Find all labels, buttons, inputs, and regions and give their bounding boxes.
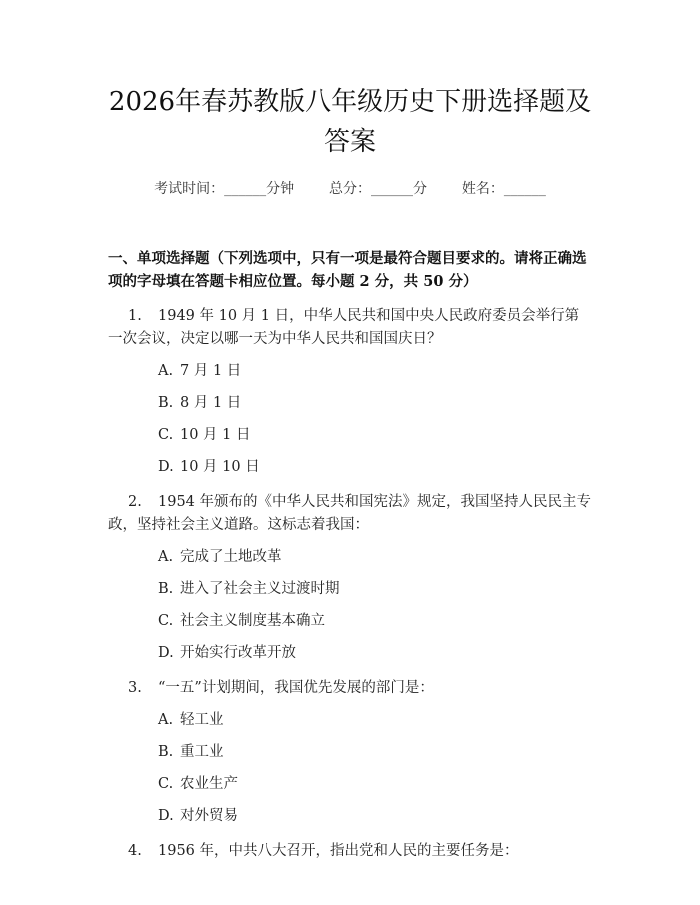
question-4 (108, 840, 592, 863)
option-text: 7 月 1 日 (180, 363, 242, 379)
option-letter: C. (158, 427, 174, 443)
option-d (108, 805, 592, 828)
option-c (108, 773, 592, 796)
question-stem (108, 491, 592, 537)
option-letter: A. (158, 712, 174, 728)
question-number: 4. (128, 843, 142, 859)
question-text: 1954 年颁布的《中华人民共和国宪法》规定，我国坚持人民民主专政，坚持社会主义道路。这标志着我国： (108, 494, 592, 533)
option-list (108, 360, 592, 479)
option-a (108, 709, 592, 732)
option-text: 10 月 10 日 (180, 459, 260, 475)
option-text: 进入了社会主义过渡时期 (180, 581, 340, 597)
option-letter: B. (158, 581, 174, 597)
option-text: 社会主义制度基本确立 (180, 613, 325, 629)
option-a (108, 360, 592, 383)
option-letter: C. (158, 613, 174, 629)
question-text: “一五”计划期间，我国优先发展的部门是： (158, 680, 434, 696)
question-3 (108, 677, 592, 828)
question-2 (108, 491, 592, 665)
option-letter: A. (158, 363, 174, 379)
option-text: 对外贸易 (180, 808, 238, 824)
option-a (108, 546, 592, 569)
option-text: 农业生产 (180, 776, 238, 792)
question-number: 1. (128, 308, 142, 324)
option-b (108, 392, 592, 415)
question-number: 2. (128, 494, 142, 510)
option-b (108, 741, 592, 764)
question-text: 1956 年，中共八大召开，指出党和人民的主要任务是： (158, 843, 519, 859)
option-b (108, 578, 592, 601)
option-letter: B. (158, 395, 174, 411)
section-heading: 一、单项选择题（下列选项中，只有一项是最符合题目要求的。请将正确选项的字母填在答题卡相应位置。每小题 2 分，共 50 分） (108, 250, 587, 290)
question-number: 3. (128, 680, 142, 696)
question-stem (108, 677, 592, 700)
option-letter: D. (158, 459, 174, 475)
option-d (108, 642, 592, 665)
option-d (108, 456, 592, 479)
question-stem (108, 840, 592, 863)
option-text: 10 月 1 日 (180, 427, 251, 443)
option-c (108, 424, 592, 447)
option-letter: B. (158, 744, 174, 760)
student-name-field: 姓名：______ (461, 181, 546, 197)
total-score-field: 总分：______分 (329, 181, 427, 197)
option-list (108, 709, 592, 828)
question-text: 1949 年 10 月 1 日，中华人民共和国中央人民政府委员会举行第一次会议，决定以哪一天为中华人民共和国国庆日？ (108, 308, 580, 347)
option-c (108, 610, 592, 633)
option-text: 重工业 (180, 744, 224, 760)
option-letter: D. (158, 645, 174, 661)
option-list (108, 546, 592, 665)
option-text: 完成了土地改革 (180, 549, 282, 565)
option-text: 开始实行改革开放 (180, 645, 296, 661)
option-letter: D. (158, 808, 174, 824)
option-letter: A. (158, 549, 174, 565)
question-1 (108, 305, 592, 479)
exam-time-field: 考试时间：______分钟 (154, 181, 295, 197)
option-letter: C. (158, 776, 174, 792)
option-text: 轻工业 (180, 712, 224, 728)
option-text: 8 月 1 日 (180, 395, 242, 411)
question-stem (108, 305, 592, 351)
document-title: 2026年春苏教版八年级历史下册选择题及答案 (108, 87, 592, 157)
exam-meta (108, 179, 592, 199)
